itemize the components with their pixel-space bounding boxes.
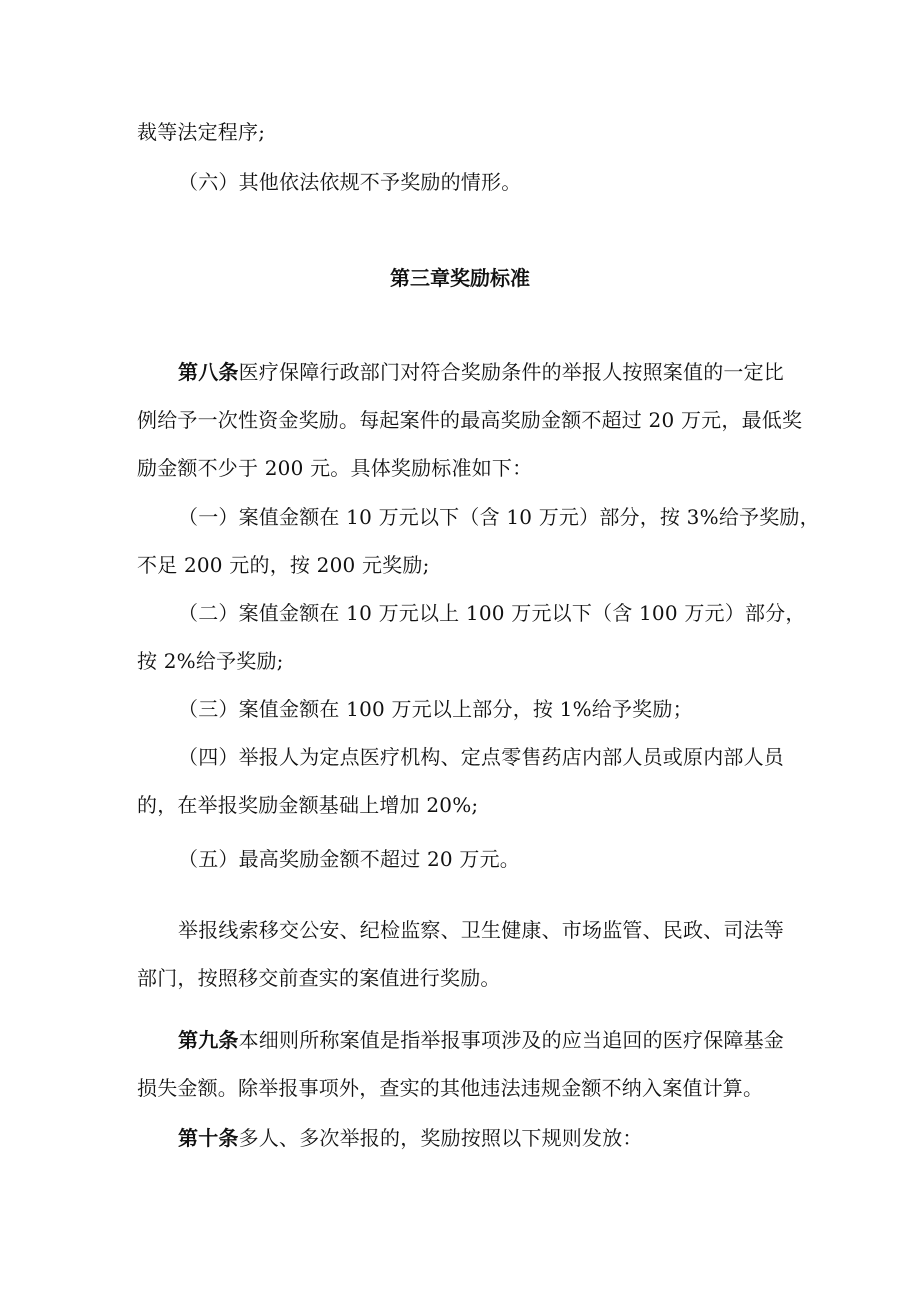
list-item-2-line-1: （二）案值金额在 10 万元以上 100 万元以下（含 100 万元）部分，: [178, 601, 806, 625]
article-9-label: 第九条: [178, 1028, 239, 1052]
paragraph-line-2: 部门，按照移交前查实的案值进行奖励。: [137, 966, 501, 990]
article-9-line-2: 损失金额。除举报事项外，查实的其他违法违规金额不纳入案值计算。: [137, 1076, 764, 1100]
list-item-1-line-1: （一）案值金额在 10 万元以下（含 10 万元）部分，按 3%给予奖励，: [178, 505, 820, 529]
article-8-line-2: 例给予一次性资金奖励。每起案件的最高奖励金额不超过 20 万元，最低奖: [137, 408, 803, 432]
text-line: 裁等法定程序;: [137, 120, 266, 144]
paragraph-line-1: 举报线索移交公安、纪检监察、卫生健康、市场监管、民政、司法等: [178, 918, 784, 942]
article-10-label: 第十条: [178, 1126, 239, 1150]
article-8-line-1: [178, 358, 784, 386]
list-item-5: （五）最高奖励金额不超过 20 万元。: [178, 847, 520, 871]
list-item-4-line-2: 的，在举报奖励金额基础上增加 20%;: [137, 793, 479, 817]
list-item-6: （六）其他依法依规不予奖励的情形。: [178, 170, 522, 194]
list-item-1-line-2: 不足 200 元的，按 200 元奖励;: [137, 553, 430, 577]
article-8-label: 第八条: [178, 360, 239, 384]
article-8-text: 医疗保障行政部门对符合奖励条件的举报人按照案值的一定比: [238, 360, 785, 384]
article-9-line-1: [178, 1026, 784, 1054]
article-10-text: 多人、多次举报的，奖励按照以下规则发放：: [238, 1126, 643, 1150]
article-8-line-3: 励金额不少于 200 元。具体奖励标准如下：: [137, 456, 533, 480]
list-item-3: （三）案值金额在 100 万元以上部分，按 1%给予奖励；: [178, 697, 693, 721]
article-9-text: 本细则所称案值是指举报事项涉及的应当追回的医疗保障基金: [238, 1028, 785, 1052]
list-item-2-line-2: 按 2%给予奖励;: [137, 649, 284, 673]
chapter-heading: 第三章奖励标准: [390, 266, 530, 290]
article-10-line-1: [178, 1124, 643, 1152]
list-item-4-line-1: （四）举报人为定点医疗机构、定点零售药店内部人员或原内部人员: [178, 745, 784, 769]
